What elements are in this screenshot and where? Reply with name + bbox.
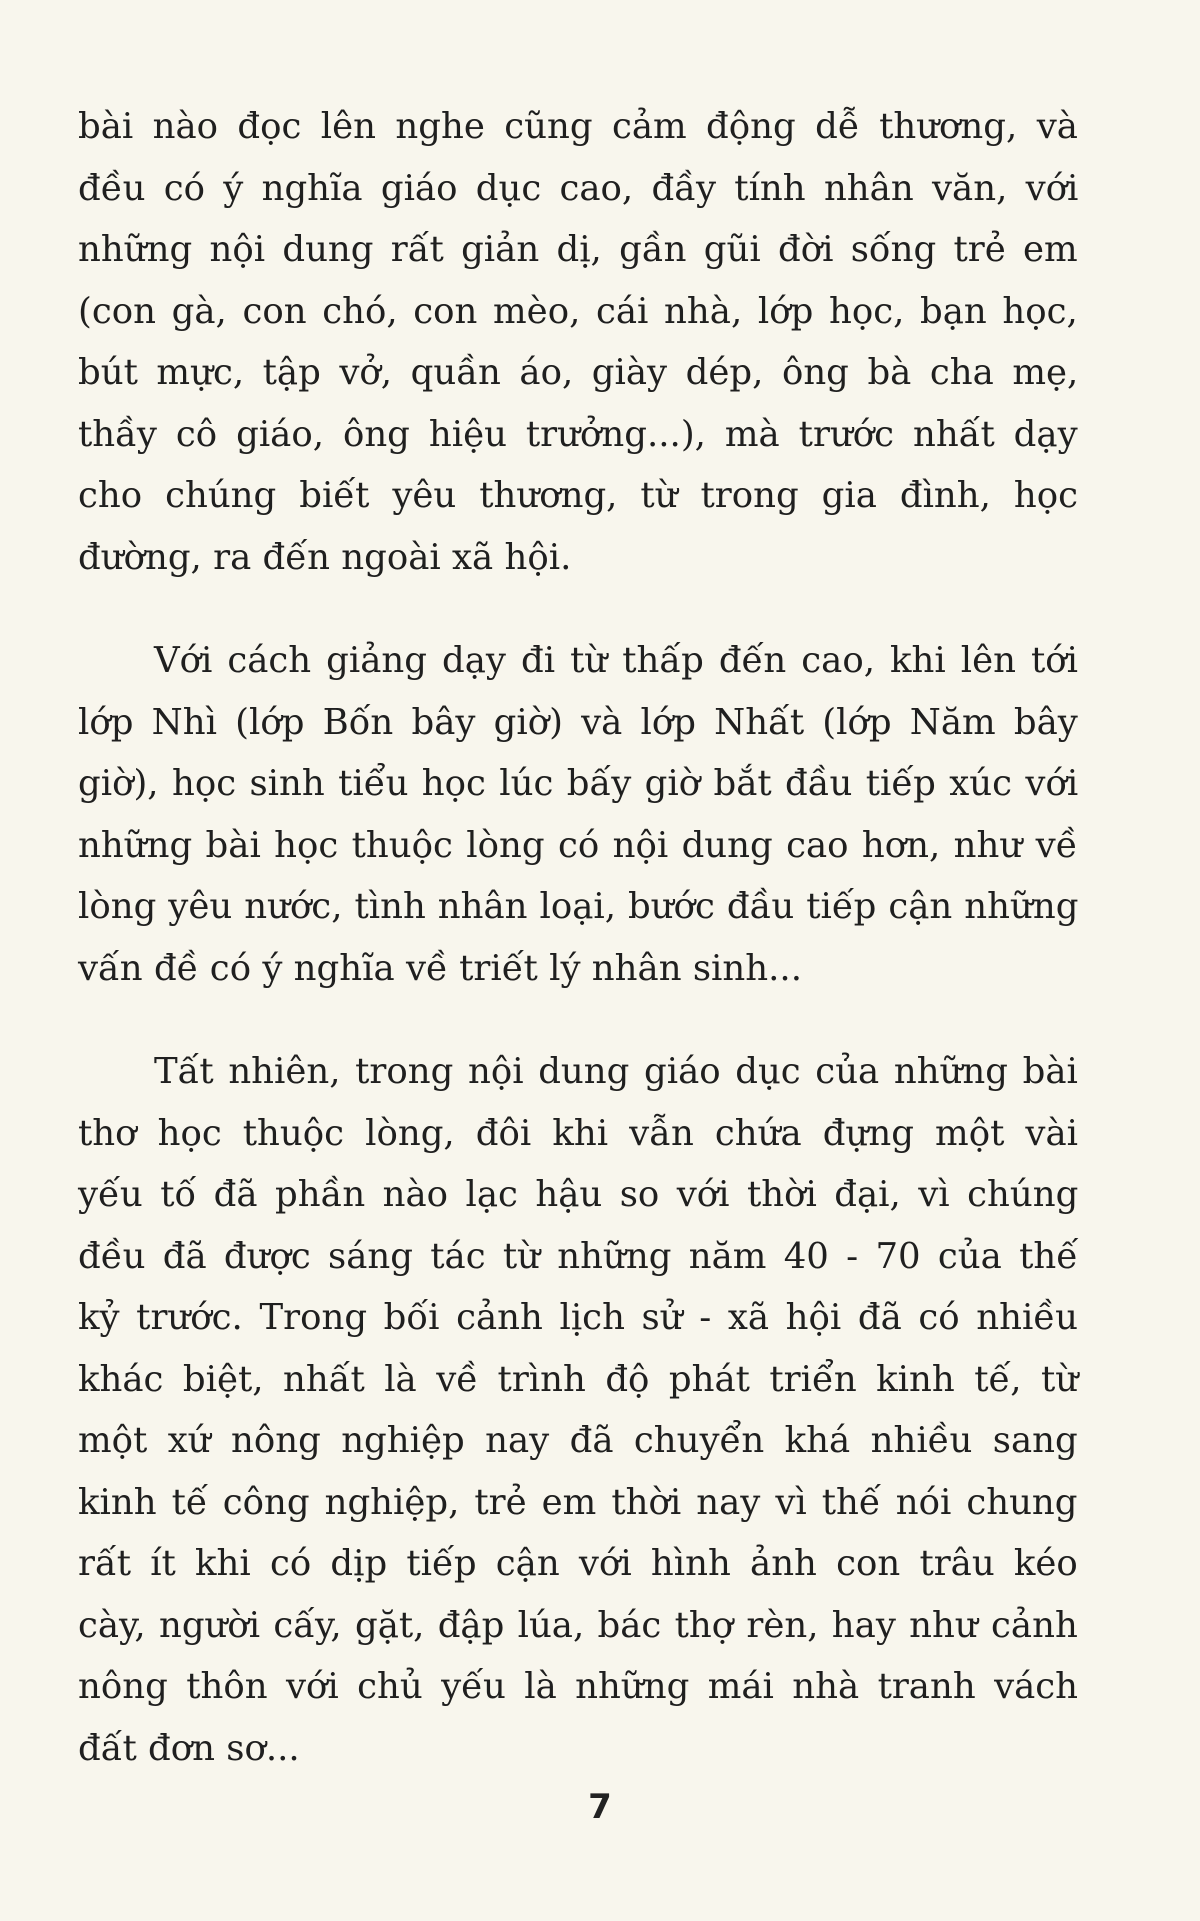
text-line: Tất nhiên, trong nội dung giáo dục của những bài — [154, 1051, 1078, 1092]
paragraph-1 — [78, 96, 1078, 588]
text-line: lớp Nhì (lớp Bốn bây giờ) và lớp Nhất (lớp Năm bây — [78, 701, 1078, 743]
text-line: kỷ trước. Trong bối cảnh lịch sử - xã hội đã có nhiều — [78, 1297, 1079, 1338]
text-line: vấn đề có ý nghĩa về triết lý nhân sinh... — [78, 947, 802, 989]
text-line: đều có ý nghĩa giáo dục cao, đầy tính nhân văn, với — [78, 167, 1079, 209]
page-number: 7 — [588, 1787, 612, 1827]
text-line: thầy cô giáo, ông hiệu trưởng...), mà trước nhất dạy — [78, 413, 1078, 455]
text-line: Với cách giảng dạy đi từ thấp đến cao, khi lên tới — [154, 640, 1078, 681]
text-line: bài nào đọc lên nghe cũng cảm động dễ thương, và — [78, 106, 1078, 147]
text-line: đường, ra đến ngoài xã hội. — [78, 536, 572, 578]
text-line: yếu tố đã phần nào lạc hậu so với thời đại, vì chúng — [78, 1174, 1079, 1215]
text-line: thơ học thuộc lòng, đôi khi vẫn chứa đựng một vài — [78, 1112, 1078, 1154]
text-line: đất đơn sơ... — [78, 1727, 300, 1769]
text-line: những nội dung rất giản dị, gần gũi đời sống trẻ em — [78, 229, 1078, 270]
text-line: giờ), học sinh tiểu học lúc bấy giờ bắt đầu tiếp xúc với — [78, 763, 1079, 804]
text-line: bút mực, tập vở, quần áo, giày dép, ông bà cha mẹ, — [78, 352, 1079, 393]
text-line: khác biệt, nhất là về trình độ phát triển kinh tế, từ — [78, 1358, 1079, 1400]
paragraph-3 — [78, 1041, 1078, 1779]
text-line: những bài học thuộc lòng có nội dung cao hơn, như về — [78, 824, 1078, 866]
text-line: rất ít khi có dịp tiếp cận với hình ảnh con trâu kéo — [78, 1543, 1078, 1584]
text-line: đều đã được sáng tác từ những năm 40 - 70 của thế — [78, 1235, 1079, 1277]
text-line: cày, người cấy, gặt, đập lúa, bác thợ rèn, hay như cảnh — [78, 1604, 1078, 1646]
text-line: nông thôn với chủ yếu là những mái nhà tranh vách — [78, 1666, 1079, 1707]
text-line: lòng yêu nước, tình nhân loại, bước đầu tiếp cận những — [78, 886, 1079, 927]
paragraph-2 — [78, 630, 1078, 999]
text-line: (con gà, con chó, con mèo, cái nhà, lớp học, bạn học, — [78, 290, 1078, 332]
text-line: một xứ nông nghiệp nay đã chuyển khá nhiều sang — [78, 1420, 1078, 1461]
paragraph-spacing — [78, 588, 1078, 630]
text-line: cho chúng biết yêu thương, từ trong gia đình, học — [78, 475, 1079, 516]
text-line: kinh tế công nghiệp, trẻ em thời nay vì thế nói chung — [78, 1481, 1078, 1523]
body-text — [78, 96, 1078, 1779]
paragraph-spacing — [78, 999, 1078, 1041]
